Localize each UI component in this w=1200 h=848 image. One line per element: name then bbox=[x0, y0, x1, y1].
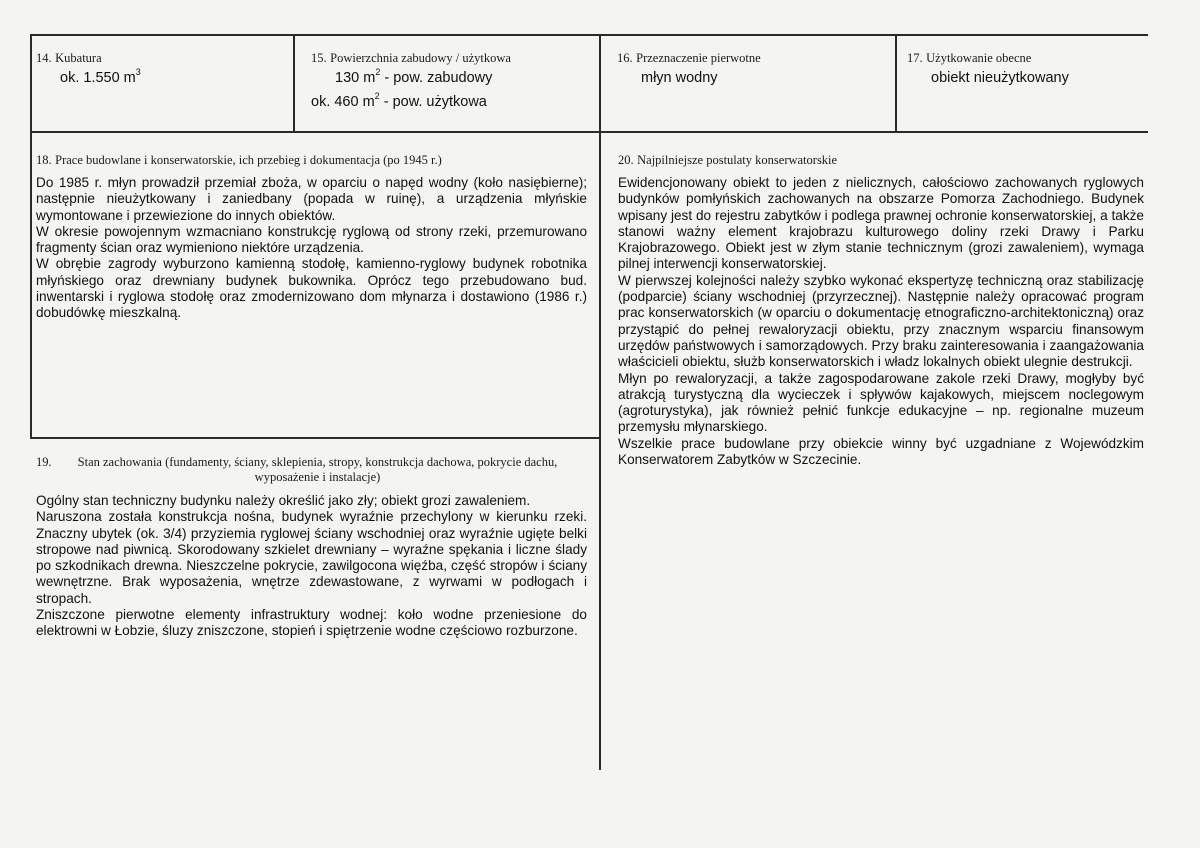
postulaty-paragraph: W pierwszej kolejności należy szybko wykonać ekspertyzę techniczną oraz stabilizację (podparcie) ściany wschodniej (przyrzecznej). Następnie należy opracować program prac konserwatorskich (w oparciu o dokumentację etnograficzno-architektoniczną) oraz przystąpić do pełnej rewaloryzacji obiektu, przy znacznym wsparciu finansowym urzędów państwowych i samorządowych. Przy braku zainteresowania i zaangażowania właścicieli obiektu, służb konserwatorskich i władz lokalnych obiekt ulegnie destrukcji. bbox=[618, 272, 1144, 370]
przeznaczenie-value: młyn wodny bbox=[641, 70, 718, 86]
kubatura-value-text: ok. 1.550 m bbox=[60, 70, 136, 86]
stan-cell bbox=[32, 439, 599, 770]
postulaty-body bbox=[618, 175, 1144, 468]
przeznaczenie-label bbox=[617, 51, 895, 66]
stan-label-text: Stan zachowania (fundamenty, ściany, sklepienia, stropy, konstrukcja dachowa, pokrycie dachu, wyposażenie i instalacje) bbox=[77, 455, 558, 484]
powierzchnia-cell bbox=[295, 36, 599, 131]
kubatura-value-exponent: 3 bbox=[135, 67, 141, 78]
prace-paragraph: Do 1985 r. młyn prowadził przemiał zboża, w oparciu o napęd wodny (koło nasiębierne); następnie nieużytkowany i zaniedbany (popada w ruinę), a urządzenia młyńskie wymontowane i przewiezione do innych obiektów. bbox=[36, 175, 587, 223]
powierzchnia-label-text: Powierzchnia zabudowy / użytkowa bbox=[330, 51, 511, 65]
prace-cell bbox=[32, 133, 599, 437]
kubatura-label bbox=[36, 51, 293, 66]
powierzchnia-number: 15. bbox=[311, 51, 327, 65]
zabudowy-label: - pow. zabudowy bbox=[380, 70, 493, 86]
zabudowy-exponent: 2 bbox=[375, 67, 381, 78]
uzytkowanie-label-text: Użytkowanie obecne bbox=[926, 51, 1032, 65]
powierzchnia-line-zabudowy bbox=[311, 68, 599, 89]
przeznaczenie-label-text: Przeznaczenie pierwotne bbox=[636, 51, 761, 65]
stan-number: 19. bbox=[36, 455, 52, 469]
kubatura-number: 14. bbox=[36, 51, 52, 65]
stan-paragraph: Ogólny stan techniczny budynku należy określić jako zły; obiekt grozi zawaleniem. bbox=[36, 493, 531, 508]
stan-paragraph: Naruszona została konstrukcja nośna, budynek wyraźnie przechylony w kierunku rzeki. Znaczny ubytek (ok. 3/4) przyziemia ryglowej ściany wschodniej oraz wyraźnie ugięte belki stropowe nad piwnicą. Skorodowany szkielet drewniany – wyraźne spękania i liczne ślady po szkodnikach drewna. Nieszczelne pokrycie, zawilgocona więźba, część stropów i ściany wewnętrzne. Brak wyposażenia, wnętrze zdewastowane, z wyrwami w podłogach i stropach. bbox=[36, 509, 587, 606]
zabudowy-area: 130 m bbox=[335, 70, 376, 86]
kubatura-label-text: Kubatura bbox=[55, 51, 102, 65]
prace-number: 18. bbox=[36, 153, 52, 167]
uzytkowa-exponent: 2 bbox=[374, 91, 380, 102]
prace-paragraph: W obrębie zagrody wyburzono kamienną stodołę, kamienno-ryglowy budynek robotnika młyńskiego oraz drewniany budynek bukownika. Oprócz tego przebudowano bud. inwentarski i ryglowa stodołę oraz zmodernizowano dom młynarza i dostawiono (1986 r.) dobudówkę mieszkalną. bbox=[36, 256, 587, 321]
prace-body bbox=[36, 175, 587, 322]
uzytkowanie-cell bbox=[897, 36, 1148, 131]
postulaty-label bbox=[618, 153, 1144, 168]
uzytkowanie-label bbox=[907, 51, 1148, 66]
prace-label bbox=[36, 153, 587, 168]
powierzchnia-label bbox=[311, 51, 599, 66]
uzytkowanie-number: 17. bbox=[907, 51, 923, 65]
postulaty-cell bbox=[601, 133, 1148, 770]
registry-card bbox=[30, 34, 1148, 772]
uzytkowanie-value: obiekt nieużytkowany bbox=[931, 70, 1069, 86]
przeznaczenie-number: 16. bbox=[617, 51, 633, 65]
kubatura-cell bbox=[32, 36, 293, 131]
postulaty-paragraph: Wszelkie prace budowlane przy obiekcie winny być uzgadniane z Wojewódzkim Konserwatorem Zabytków w Szczecinie. bbox=[618, 435, 1144, 468]
kubatura-value bbox=[36, 68, 293, 89]
postulaty-paragraph: Młyn po rewaloryzacji, a także zagospodarowane zakole rzeki Drawy, mogłyby być atrakcją turystyczną dla wycieczek i spływów kajakowych, miejscem noclegowym (agroturystyka), jak również pełnić funkcje edukacyjne – np. regionalne muzeum przemysłu młynarskiego. bbox=[618, 370, 1144, 435]
uzytkowa-area: ok. 460 m bbox=[311, 94, 375, 110]
stan-paragraph: Zniszczone pierwotne elementy infrastruktury wodnej: koło wodne przeniesione do elektrowni w Łobzie, śluzy zniszczone, stopień i spiętrzenie wodne częściowo rozburzone. bbox=[36, 607, 587, 639]
postulaty-number: 20. bbox=[618, 153, 634, 167]
przeznaczenie-cell bbox=[601, 36, 895, 131]
stan-body bbox=[36, 493, 587, 640]
powierzchnia-line-uzytkowa bbox=[311, 92, 599, 113]
uzytkowa-label: - pow. użytkowa bbox=[379, 94, 487, 110]
stan-label bbox=[36, 455, 587, 485]
prace-paragraph: W okresie powojennym wzmacniano konstrukcję ryglową od strony rzeki, przemurowano fragmenty ścian oraz wymieniono niektóre urządzenia. bbox=[36, 223, 587, 256]
postulaty-paragraph: Ewidencjonowany obiekt to jeden z nielicznych, całościowo zachowanych ryglowych budynków pomłyńskich zachowanych na obszarze Pomorza Zachodniego. Budynek wpisany jest do rejestru zabytków i podlega prawnej ochronie konserwatorskiej, a także stanowi ważny element krajobrazu kulturowego doliny rzeki Drawy i Parku Krajobrazowego. Obiekt jest w złym stanie technicznym (grozi zawaleniem), wymaga pilnej interwencji konserwatorskiej. bbox=[618, 175, 1144, 272]
prace-label-text: Prace budowlane i konserwatorskie, ich przebieg i dokumentacja (po 1945 r.) bbox=[55, 153, 442, 167]
postulaty-label-text: Najpilniejsze postulaty konserwatorskie bbox=[637, 153, 838, 167]
